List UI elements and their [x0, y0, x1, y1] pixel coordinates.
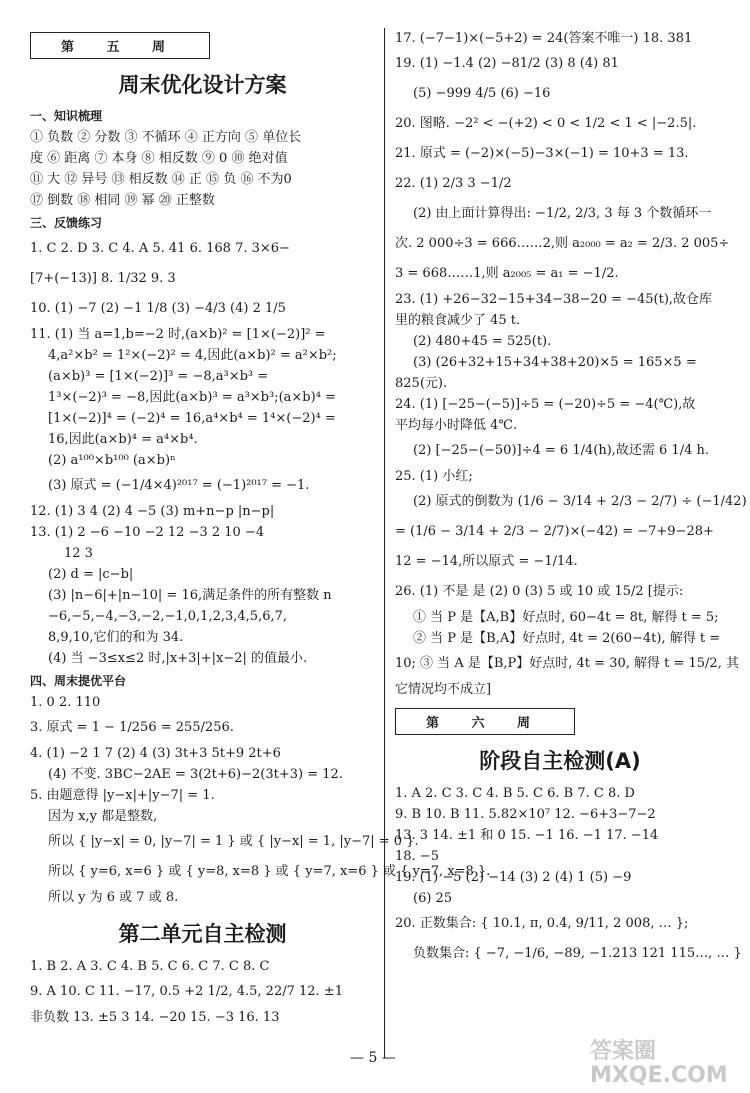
stage-line-7: 20. 正数集合: { 10.1, π, 0.4, 9/11, 2 008, … }; [395, 916, 689, 931]
answer-line-17: 17. (−7−1)×(−5+2) = 24(答案不唯一) 18. 381 [395, 31, 693, 46]
stage-line-1: 1. A 2. C 3. C 4. B 5. C 6. B 7. C 8. D [395, 786, 635, 801]
stage-line-8: 负数集合: { −7, −1/6, −89, −1.213 121 115…, … } [413, 946, 742, 961]
improve-line-6: 因为 x,y 都是整数, [48, 809, 158, 824]
improve-line-8: 所以 { y=6, x=6 } 或 { y=8, x=8 } 或 { y=7, x=6 } 或 { y=7, x=8 }. [48, 864, 491, 879]
feedback-line-4: 11. (1) 当 a=1,b=−2 时,(a×b)² = [1×(−2)]² = [30, 327, 326, 342]
feedback-line-2: [7+(−13)] 8. 1/32 9. 3 [30, 271, 176, 286]
feedback-line-7: 1³×(−2)³ = −8,因此(a×b)³ = a³×b³;(a×b)⁴ = [48, 390, 336, 405]
feedback-line-15: (2) d = |c−b| [48, 567, 134, 582]
answer-line-25b: (2) 原式的倒数为 (1/6 − 3/14 + 2/3 − 2/7) ÷ (−1/42) [413, 494, 747, 509]
knowledge-line-3: ⑪ 大 ⑫ 异号 ⑬ 相反数 ⑭ 正 ⑮ 负 ⑯ 不为0 [30, 172, 292, 187]
feedback-line-12: 12. (1) 3 4 (2) 4 −5 (3) m+n−p |n−p| [30, 504, 275, 519]
unit-two-test-title: 第二单元自主检测 [118, 922, 287, 946]
answer-line-25c: = (1/6 − 3/14 + 2/3 − 2/7)×(−42) = −7+9−28+ [395, 524, 714, 539]
stage-line-6: (6) 25 [413, 891, 453, 906]
improve-line-7: 所以 { |y−x| = 0, |y−7| = 1 } 或 { |y−x| = 1, |y−7| = 0 }. [48, 834, 419, 849]
knowledge-line-1: ① 负数 ② 分数 ③ 不循环 ④ 正方向 ⑤ 单位长 [30, 130, 302, 145]
stage-test-title: 阶段自主检测(A) [479, 749, 641, 773]
feedback-line-10: (2) a¹⁰⁰×b¹⁰⁰ (a×b)ⁿ [48, 453, 176, 468]
answer-line-22c: 次. 2 000÷3 = 666……2,则 a₂₀₀₀ = a₂ = 2/3. 2 005÷ [395, 236, 730, 251]
unit-line-1: 1. B 2. A 3. C 4. B 5. C 6. C 7. C 8. C [30, 959, 270, 974]
feedback-line-8: [1×(−2)]⁴ = (−2)⁴ = 16,a⁴×b⁴ = 1⁴×(−2)⁴ = [48, 411, 336, 426]
answer-line-24c: (2) [−25−(−50)]÷4 = 6 1/4(h),故还需 6 1/4 h. [413, 443, 709, 458]
unit-line-2: 9. A 10. C 11. −17, 0.5 +2 1/2, 4.5, 22/7 12. ±1 [30, 984, 343, 999]
right-column [395, 0, 747, 969]
unit-line-3: 非负数 13. ±5 3 14. −20 15. −3 16. 13 [30, 1010, 280, 1025]
improve-line-2: 3. 原式 = 1 − 1/256 = 255/256. [30, 720, 234, 735]
answer-line-26d: 10; ③ 当 A 是【B,P】好点时, 4t = 30, 解得 t = 15/2, 其 [395, 656, 739, 671]
feedback-line-1: 1. C 2. D 3. C 4. A 5. 41 6. 168 7. 3×6− [30, 241, 290, 256]
section-weekend-improve: 四、周末提优平台 [30, 674, 127, 688]
answer-line-23d: (3) (26+32+15+34+38+20)×5 = 165×5 = [413, 355, 697, 370]
knowledge-line-4: ⑰ 倒数 ⑱ 相同 ⑲ 幂 ⑳ 正整数 [30, 193, 215, 208]
week-five-label: 第 五 周 [30, 32, 210, 59]
feedback-line-18: 8,9,10,它们的和为 34. [48, 630, 184, 645]
stage-line-5: 19. (1) −5 (2) −14 (3) 2 (4) 1 (5) −9 [395, 870, 632, 885]
weekend-plan-title: 周末优化设计方案 [118, 73, 287, 97]
answer-line-26: 26. (1) 不是 是 (2) 0 (3) 5 或 10 或 15/2 [提示: [395, 584, 684, 599]
feedback-line-16: (3) |n−6|+|n−10| = 16,满足条件的所有整数 n [48, 588, 332, 603]
answer-line-23e: 825(元). [395, 376, 448, 391]
improve-line-3: 4. (1) −2 1 7 (2) 4 (3) 3t+3 5t+9 2t+6 [30, 746, 281, 761]
answer-line-24: 24. (1) [−25−(−5)]÷5 = (−20)÷5 = −4(℃),故 [395, 397, 696, 412]
stage-line-3: 13. 3 14. ±1 和 0 15. −1 16. −1 17. −14 [395, 828, 659, 843]
feedback-line-14: 12 3 [64, 546, 93, 561]
stage-line-2: 9. B 10. B 11. 5.82×10⁷ 12. −6+3−7−2 [395, 807, 656, 822]
column-divider [384, 28, 385, 1058]
answer-line-22d: 3 = 668……1,则 a₂₀₀₅ = a₁ = −1/2. [395, 266, 619, 281]
answer-line-20: 20. 图略. −2² < −(+2) < 0 < 1/2 < 1 < |−2.5|. [395, 116, 697, 131]
section-feedback: 三、反馈练习 [30, 216, 103, 230]
answer-line-22b: (2) 由上面计算得出: −1/2, 2/3, 3 每 3 个数循环一 [413, 206, 712, 221]
feedback-line-5: 4,a²×b² = 1²×(−2)² = 4,因此(a×b)² = a²×b²; [48, 348, 337, 363]
feedback-line-13: 13. (1) 2 −6 −10 −2 12 −3 2 10 −4 [30, 525, 265, 540]
knowledge-line-2: 度 ⑥ 距离 ⑦ 本身 ⑧ 相反数 ⑨ 0 ⑩ 绝对值 [30, 151, 288, 166]
feedback-line-9: 16,因此(a×b)⁴ = a⁴×b⁴. [48, 432, 198, 447]
answer-line-25d: 12 = −14,所以原式 = −1/14. [395, 554, 578, 569]
watermark-top: 答案圈 [590, 1039, 657, 1064]
feedback-line-11: (3) 原式 = (−1/4×4)²⁰¹⁷ = (−1)²⁰¹⁷ = −1. [48, 478, 310, 493]
improve-line-5: 5. 由题意得 |y−x|+|y−7| = 1. [30, 788, 215, 803]
improve-line-1: 1. 0 2. 110 [30, 695, 101, 710]
answer-line-26e: 它情况均不成立] [395, 682, 492, 697]
week-six-label: 第 六 周 [395, 708, 575, 735]
answer-line-23c: (2) 480+45 = 525(t). [413, 334, 552, 349]
improve-line-9: 所以 y 为 6 或 7 或 8. [48, 890, 179, 905]
answer-line-23: 23. (1) +26−32−15+34−38−20 = −45(t),故仓库 [395, 292, 713, 307]
answer-line-22: 22. (1) 2/3 3 −1/2 [395, 176, 512, 191]
watermark-logo [590, 1040, 728, 1088]
page-number: — 5 — [350, 1050, 396, 1066]
feedback-line-6: (a×b)³ = [1×(−2)]³ = −8,a³×b³ = [48, 369, 269, 384]
stage-line-4: 18. −5 [395, 849, 439, 864]
feedback-line-17: −6,−5,−4,−3,−2,−1,0,1,2,3,4,5,6,7, [48, 609, 288, 624]
answer-line-25: 25. (1) 小红; [395, 469, 473, 484]
answer-line-19b: (5) −999 4/5 (6) −16 [413, 86, 551, 101]
answer-line-21: 21. 原式 = (−2)×(−5)−3×(−1) = 10+3 = 13. [395, 146, 689, 161]
answer-line-19: 19. (1) −1.4 (2) −81/2 (3) 8 (4) 81 [395, 56, 619, 71]
answer-line-24b: 平均每小时降低 4℃. [395, 418, 518, 433]
feedback-line-3: 10. (1) −7 (2) −1 1/8 (3) −4/3 (4) 2 1/5 [30, 301, 286, 316]
answer-line-23b: 里的粮食减少了 45 t. [395, 313, 521, 328]
section-knowledge: 一、知识梳理 [30, 109, 103, 123]
answer-line-26b: ① 当 P 是【A,B】好点时, 60−4t = 8t, 解得 t = 5; [413, 610, 719, 625]
feedback-line-19: (4) 当 −3≤x≤2 时,|x+3|+|x−2| 的值最小. [48, 651, 308, 666]
watermark-bottom: MXQE.COM [590, 1063, 728, 1088]
improve-line-4: (4) 不变. 3BC−2AE = 3(2t+6)−2(3t+3) = 12. [48, 767, 343, 782]
answer-line-26c: ② 当 P 是【B,A】好点时, 4t = 2(60−4t), 解得 t = [413, 631, 721, 646]
